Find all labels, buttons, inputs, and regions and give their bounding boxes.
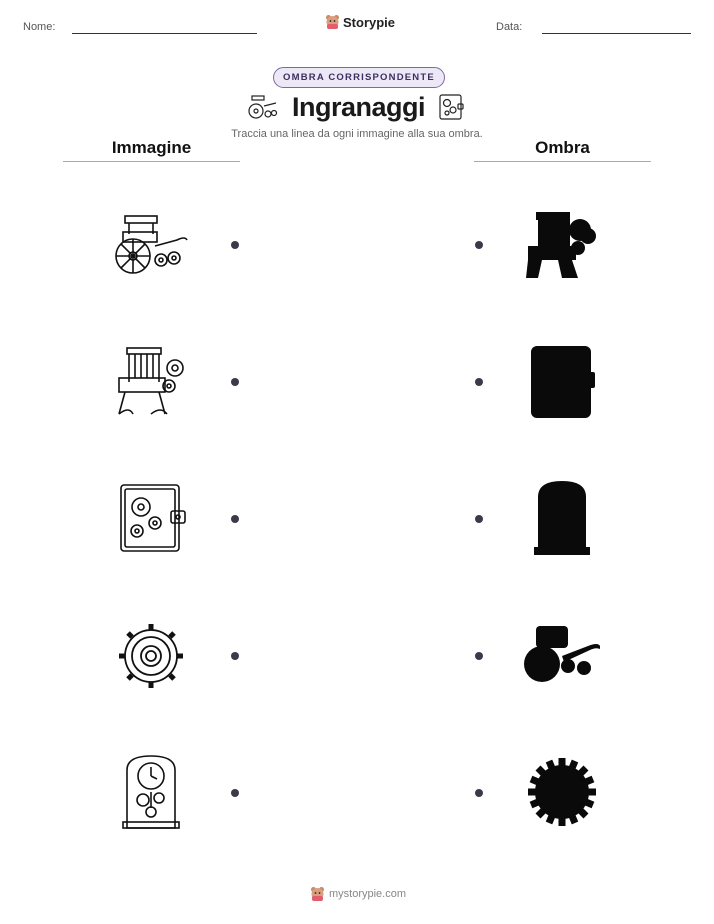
- title-left-icon: [246, 94, 278, 125]
- title-right-icon: [438, 93, 464, 126]
- left-match-dot[interactable]: [231, 378, 239, 386]
- footer-url[interactable]: mystorypie.com: [329, 888, 407, 900]
- gear-icon[interactable]: [111, 616, 191, 696]
- instructions: Traccia una linea da ogni immagine alla sua ombra.: [231, 128, 483, 140]
- date-field-line[interactable]: [542, 33, 691, 34]
- gear-loom-icon[interactable]: [111, 342, 191, 422]
- gear-cart-shadow[interactable]: [522, 616, 602, 696]
- bear-logo-icon: [325, 14, 340, 30]
- right-match-dot[interactable]: [475, 241, 483, 249]
- left-column-rule: [63, 161, 240, 162]
- gear-shadow[interactable]: [522, 752, 602, 832]
- footer: [310, 886, 406, 902]
- name-field-line[interactable]: [72, 33, 257, 34]
- left-match-dot[interactable]: [231, 241, 239, 249]
- gear-cart-icon[interactable]: [111, 206, 191, 286]
- bear-logo-icon: [310, 886, 325, 902]
- gear-loom-shadow[interactable]: [522, 206, 602, 286]
- left-match-dot[interactable]: [231, 652, 239, 660]
- left-match-dot[interactable]: [231, 515, 239, 523]
- date-label: Data:: [496, 21, 523, 33]
- right-column-rule: [474, 161, 651, 162]
- brand-logo: [325, 14, 395, 30]
- clock-shadow[interactable]: [522, 479, 602, 559]
- right-match-dot[interactable]: [475, 515, 483, 523]
- page-title: Ingranaggi: [292, 92, 426, 122]
- book-shadow[interactable]: [522, 342, 602, 422]
- right-column-heading: Ombra: [535, 138, 590, 157]
- right-match-dot[interactable]: [475, 789, 483, 797]
- brand-name: Storypie: [343, 14, 396, 30]
- left-match-dot[interactable]: [231, 789, 239, 797]
- left-column-heading: Immagine: [111, 138, 192, 157]
- right-match-dot[interactable]: [475, 652, 483, 660]
- gear-book-icon[interactable]: [111, 479, 191, 559]
- activity-badge: OMBRA CORRISPONDENTE: [273, 67, 445, 88]
- right-match-dot[interactable]: [475, 378, 483, 386]
- name-label: Nome:: [23, 21, 56, 33]
- gear-clock-icon[interactable]: [111, 752, 191, 832]
